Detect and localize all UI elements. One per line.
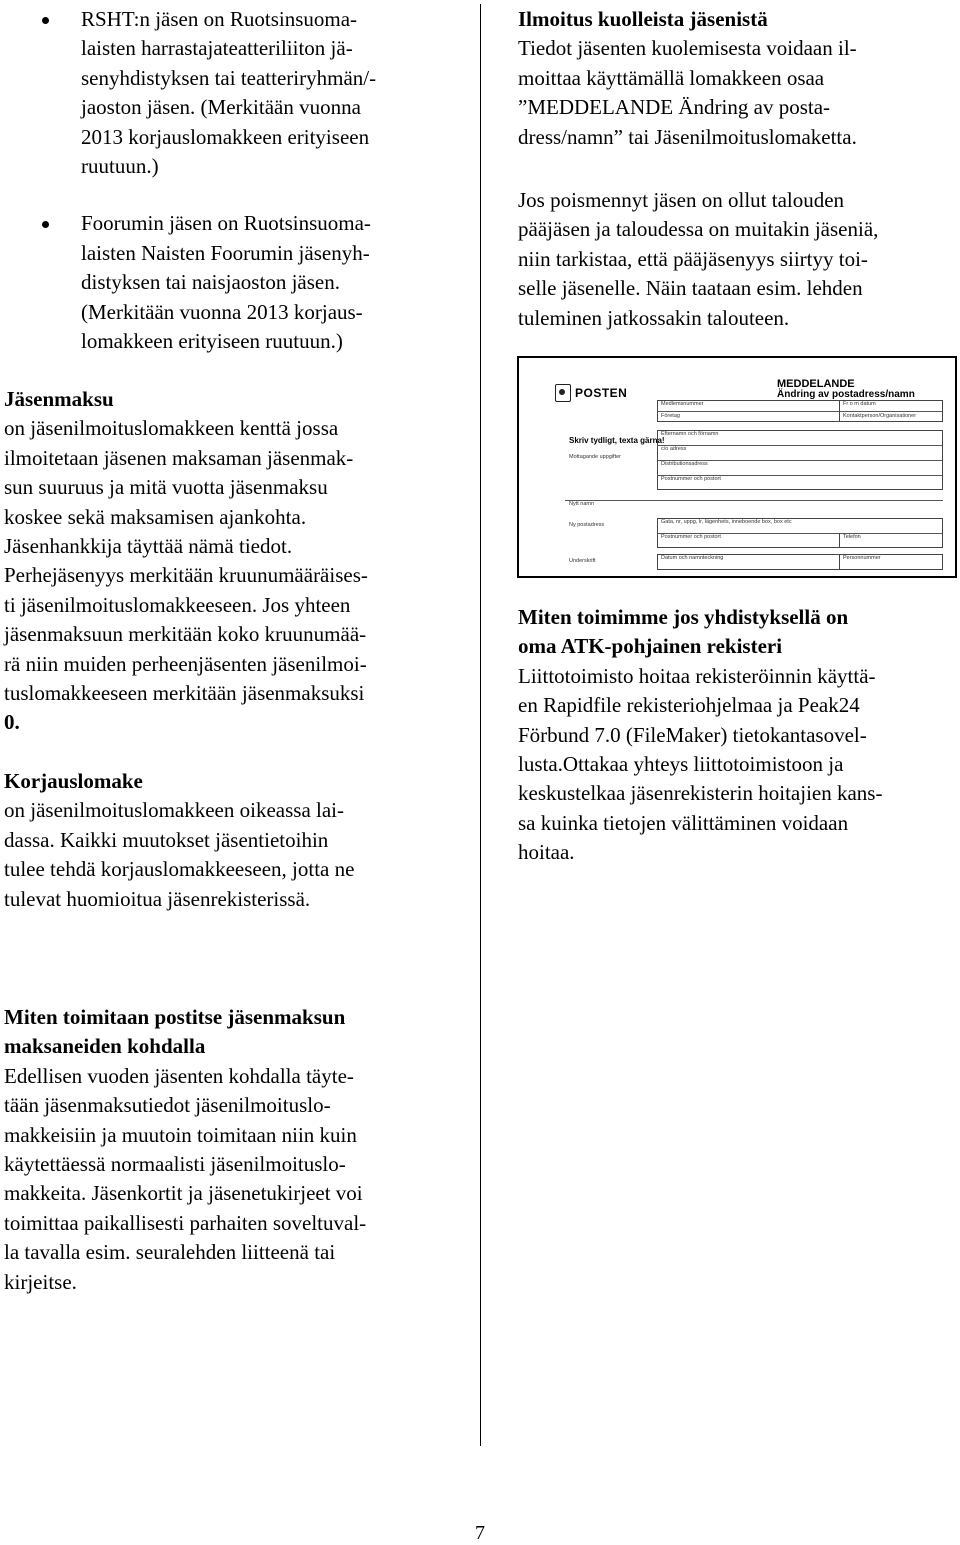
form-brand: POSTEN: [575, 386, 628, 400]
korjauslomake-line: tulee tehdä korjauslomakkeeseen, jotta ne: [4, 857, 355, 882]
bullet-line: senyhdistyksen tai teatteriryhmän/-: [81, 65, 377, 90]
jasenmaksu-line: rä niin muiden perheenjäsenten jäsenilmoi-: [4, 651, 367, 676]
atk-line: lusta.Ottakaa yhteys liittotoimistoon ja: [518, 752, 844, 777]
atk-heading: Miten toimimme jos yhdistyksellä on: [518, 605, 849, 629]
form-subtitle: Ändring av postadress/namn: [777, 389, 915, 400]
form-divider: [839, 554, 840, 570]
postitse-heading: maksaneiden kohdalla: [4, 1034, 206, 1059]
korjauslomake-line: on jäsenilmoituslomakkeen oikeassa lai-: [4, 798, 344, 823]
jasenmaksu-line: 0.: [4, 710, 20, 735]
postitse-line: tään jäsenmaksutiedot jäsenilmoituslo-: [4, 1093, 331, 1118]
jasenmaksu-section: [4, 385, 459, 738]
korjauslomake-line: tulevat huomioitua jäsenrekisterissä.: [4, 886, 311, 911]
postitse-line: makkeisiin ja muutoin toimitaan niin kuin: [4, 1122, 357, 1147]
atk-line: sa kuinka tietojen välittäminen voidaan: [518, 810, 849, 835]
form-hint: Skriv tydligt, texta gärna!: [569, 436, 665, 445]
bullet-foorumi: [0, 209, 470, 356]
form-divider: [657, 411, 943, 412]
kuolleet-line: tuleminen jatkossakin talouteen.: [518, 305, 790, 330]
kuolleet-heading: Ilmoitus kuolleista jäsenistä: [518, 7, 768, 31]
postitse-section: [4, 1003, 459, 1297]
jasenmaksu-line: on jäsenilmoituslomakkeen kenttä jossa: [4, 416, 339, 441]
form-divider: [839, 533, 840, 548]
form-label-underskrift: Underskrift: [569, 558, 596, 564]
posten-logo-icon: [555, 384, 571, 402]
form-divider: [565, 500, 943, 501]
korjauslomake-heading: Korjauslomake: [4, 769, 143, 793]
korjauslomake-section: [4, 767, 459, 914]
postitse-heading: Miten toimitaan postitse jäsenmaksun: [4, 1005, 346, 1029]
kuolleet-line: pääjäsen ja taloudessa on muitakin jäseniä,: [518, 217, 879, 242]
kuolleet-line: dress/namn” tai Jäsenilmoituslomaketta.: [518, 124, 857, 149]
jasenmaksu-line: jäsenmaksuun merkitään koko kruunumää-: [4, 622, 367, 647]
jasenmaksu-line: Jäsenhankkija täyttää nämä tiedot.: [4, 534, 293, 559]
atk-line: hoitaa.: [518, 840, 575, 865]
postitse-line: la tavalla esim. seuralehden liitteenä tai: [4, 1240, 336, 1265]
jasenmaksu-line: Perhejäsenyys merkitään kruunumääräises-: [4, 563, 368, 588]
kuolleet-line: niin tarkistaa, että pääjäsenyys siirtyy toi-: [518, 246, 868, 271]
jasenmaksu-line: tuslomakkeeseen merkitään jäsenmaksuksi: [4, 681, 365, 706]
form-label-postnummer: Postnummer och postort: [661, 476, 721, 482]
bullet-line: (Merkitään vuonna 2013 korjaus-: [81, 299, 363, 324]
kuolleet-line: selle jäsenelle. Näin taataan esim. lehden: [518, 276, 863, 301]
form-label-foretag: Företag: [661, 413, 680, 419]
postitse-line: toimittaa paikallisesti parhaiten soveltuval-: [4, 1210, 367, 1235]
bullet-line: lomakkeen erityiseen ruutuun.): [81, 329, 343, 354]
form-divider: [839, 400, 840, 422]
form-label-personnummer: Personnummer: [843, 555, 881, 561]
form-label-kontaktperson: Kontaktperson/Organisationer: [843, 413, 917, 419]
meddelande-form-image: [517, 356, 957, 578]
form-label-gata: Gata, nr, uppg, lr, lägenhets, inneboende box, box etc: [661, 519, 792, 525]
postitse-line: Edellisen vuoden jäsenten kohdalla täyte-: [4, 1063, 354, 1088]
form-label-nytt-namn: Nytt namn: [569, 501, 595, 507]
form-title: MEDDELANDE: [777, 378, 855, 390]
form-label-fran-datum: Fr o m datum: [843, 401, 876, 407]
jasenmaksu-line: sun suuruus ja mitä vuotta jäsenmaksu: [4, 475, 328, 500]
bullet-line: ruutuun.): [81, 154, 159, 179]
kuolleet-line: Jos poismennyt jäsen on ollut talouden: [518, 188, 845, 213]
postitse-line: makkeita. Jäsenkortit ja jäsenetukirjeet voi: [4, 1181, 363, 1206]
atk-heading: oma ATK-pohjainen rekisteri: [518, 634, 783, 659]
jasenmaksu-line: ilmoitetaan jäsenen maksaman jäsenmak-: [4, 445, 354, 470]
bullet-line: laisten harrastajateatteriliiton jä-: [81, 36, 353, 61]
form-label-datum: Datum och namnteckning: [661, 555, 724, 561]
column-divider: [480, 4, 481, 1446]
bullet-dot-icon: [42, 17, 49, 24]
atk-line: Liittotoimisto hoitaa rekisteröinnin käyttä-: [518, 663, 876, 688]
form-label-medlemsnummer: Medlemsnummer: [661, 401, 704, 407]
bullet-dot-icon: [42, 221, 49, 228]
form-label-co-adress: c/o adress: [661, 446, 687, 452]
member-type-bullet-list: [0, 5, 470, 356]
atk-line: Förbund 7.0 (FileMaker) tietokantasovel-: [518, 722, 867, 747]
atk-line: keskustelkaa jäsenrekisterin hoitajien kans-: [518, 781, 883, 806]
form-label-efternamn: Efternamn och förnamn: [661, 431, 719, 437]
form-label-mottagande: Mottagande uppgifter: [569, 454, 621, 460]
form-label-ny-postadress: Ny postadress: [569, 522, 605, 528]
jasenmaksu-heading: Jäsenmaksu: [4, 387, 114, 411]
form-divider: [657, 445, 943, 446]
form-label-telefon: Telefon: [843, 534, 861, 540]
jasenmaksu-line: ti jäsenilmoituslomakkeeseen. Jos yhteen: [4, 592, 351, 617]
form-label-distributionsadress: Distributionsadress: [661, 461, 708, 467]
bullet-line: 2013 korjauslomakkeen erityiseen: [81, 124, 370, 149]
kuolleet-section: [518, 5, 956, 333]
bullet-line: Foorumin jäsen on Ruotsinsuoma-: [81, 211, 371, 236]
form-label-postnummer2: Postnummer och postort: [661, 534, 721, 540]
atk-section: [518, 603, 956, 868]
bullet-line: RSHT:n jäsen on Ruotsinsuoma-: [81, 7, 358, 31]
postitse-line: käytettäessä normaalisti jäsenilmoituslo-: [4, 1152, 346, 1177]
atk-line: en Rapidfile rekisteriohjelmaa ja Peak24: [518, 693, 860, 718]
bullet-rsht: [0, 5, 470, 181]
jasenmaksu-line: koskee sekä maksamisen ajankohta.: [4, 504, 307, 529]
bullet-line: jaoston jäsen. (Merkitään vuonna: [81, 95, 361, 120]
page-number: 7: [475, 1522, 485, 1544]
kuolleet-line: moittaa käyttämällä lomakkeen osaa: [518, 65, 825, 90]
kuolleet-line: ”MEDDELANDE Ändring av posta-: [518, 95, 831, 120]
postitse-line: kirjeitse.: [4, 1269, 77, 1294]
kuolleet-line: Tiedot jäsenten kuolemisesta voidaan il-: [518, 36, 857, 61]
bullet-line: laisten Naisten Foorumin jäsenyh-: [81, 240, 370, 265]
bullet-line: distyksen tai naisjaoston jäsen.: [81, 270, 340, 295]
korjauslomake-line: dassa. Kaikki muutokset jäsentietoihin: [4, 827, 329, 852]
